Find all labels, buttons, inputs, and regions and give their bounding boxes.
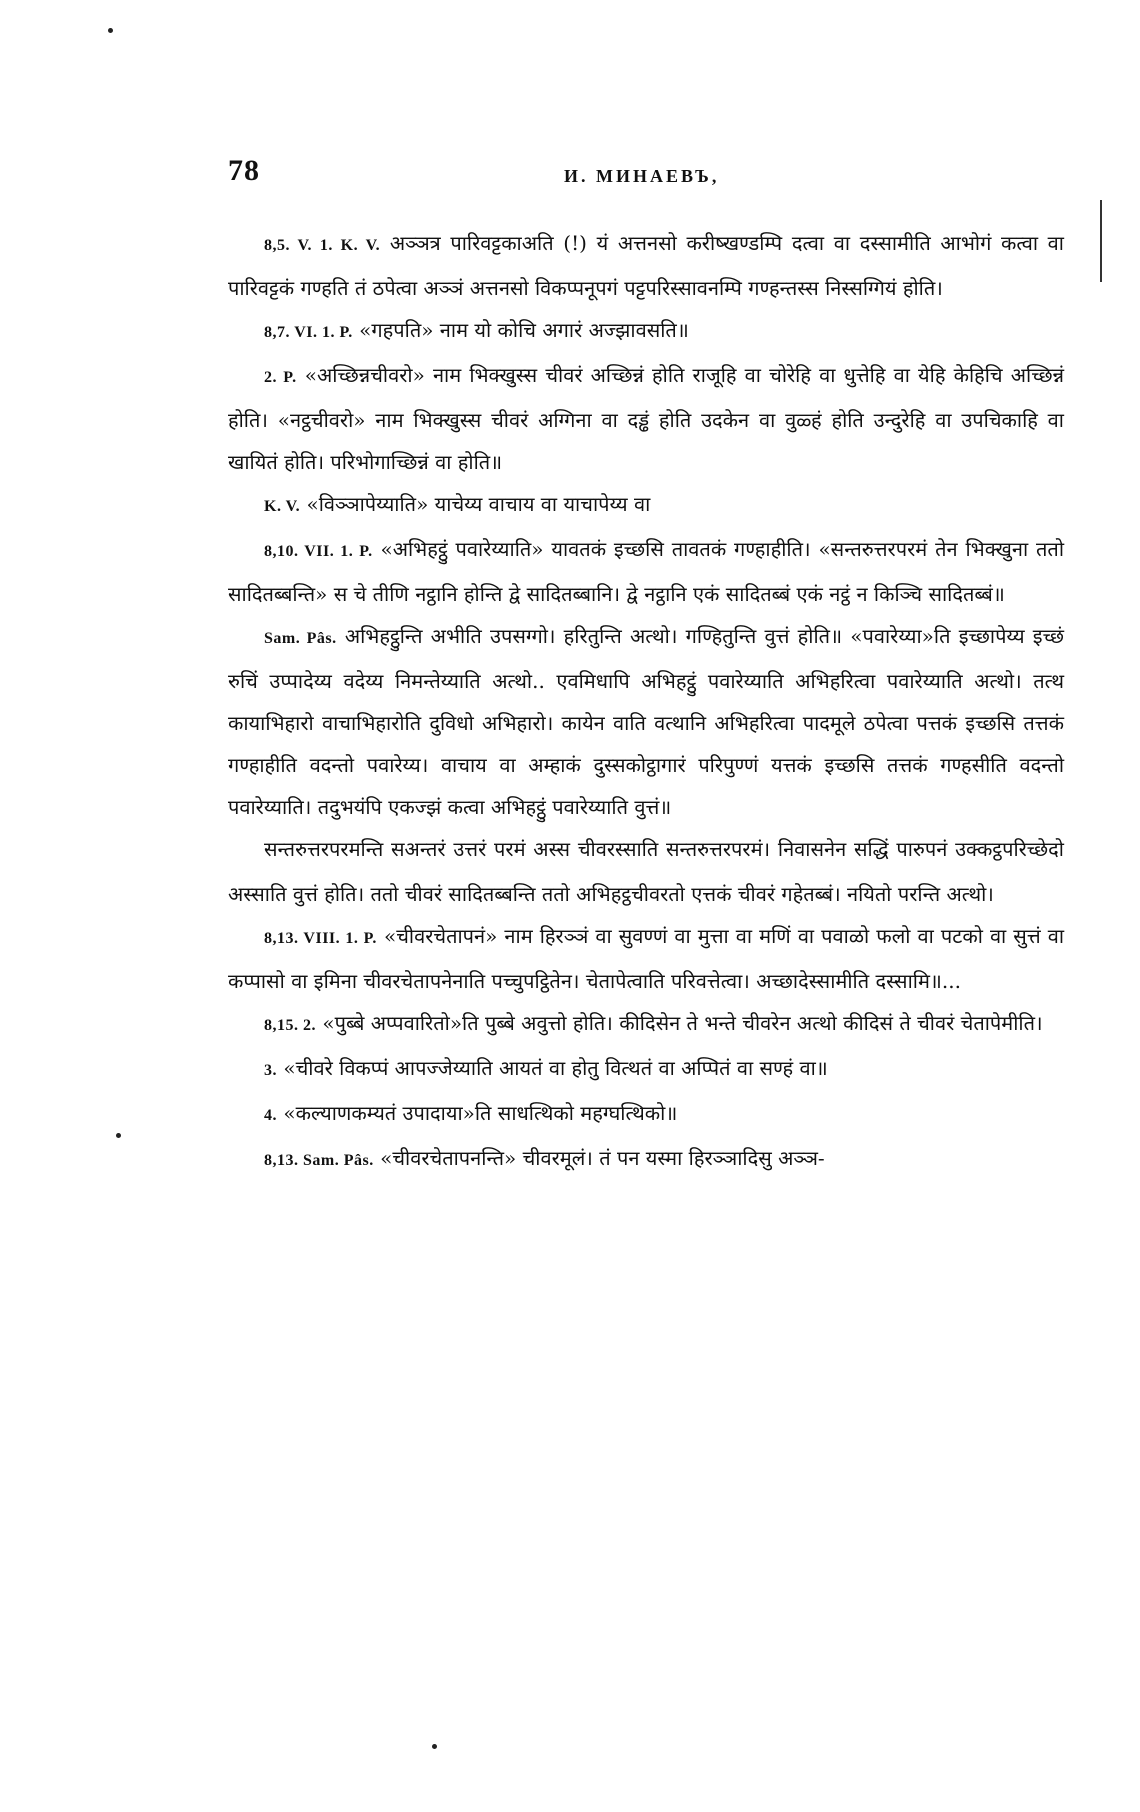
paragraph [228, 528, 1064, 615]
paragraph-text: «कल्याणकम्यतं उपादाया»ति साधत्थिको महग्घत्थिको॥ [283, 1101, 678, 1125]
paragraph-text: «पुब्बे अप्पवारितो»ति पुब्बे अवुत्तो होति। कीदिसेन ते भन्ते चीवरेन अत्थो कीदिसं ते चीवरं चेतापेमीति। [322, 1011, 1043, 1035]
paragraph-text: अञ्ञत्र पारिवट्टकाअति (!) यं अत्तनसो करीष्खण्डम्पि दत्वा वा दस्सामीति आभोगं कत्वा वा पारिवट्टकं गण्हति तं ठपेत्वा अञ्ञं अत्तनसो विकप्पनूपगं पट्टपरिस्सावनम्पि गण्हन्तस्स निस्सग्गियं होति। [228, 231, 1064, 300]
paragraph-text: «चीवरचेतापनन्ति» चीवरमूलं। तं पन यस्मा हिरञ्ञादिसु अञ्ञ- [380, 1146, 825, 1170]
paragraph [228, 222, 1064, 309]
paragraph [228, 1137, 1064, 1182]
paragraph-reference: 2. P. [264, 369, 297, 386]
paragraph-reference: 4. [264, 1107, 277, 1124]
paragraph-text: सन्तरुत्तरपरमन्ति सअन्तरं उत्तरं परमं अस्स चीवरस्साति सन्तरुत्तरपरमं। निवासनेन सद्धिं पारुपनं उक्कट्ठपरिच्छेदो अस्साति वुत्तं होति। ततो चीवरं सादितब्बन्ति ततो अभिहट्ठचीवरतो एत्तकं चीवरं गहेतब्बं। नयितो परन्ति अत्थो। [228, 837, 1064, 906]
print-speck [432, 1744, 437, 1749]
paragraph [228, 1047, 1064, 1092]
paragraph-text: «गहपति» नाम यो कोचि अगारं अज्झावसति॥ [359, 318, 689, 342]
paragraph-reference: 8,13. VIII. 1. P. [264, 930, 377, 947]
print-speck [116, 1133, 121, 1138]
paragraph-text: «चीवरे विकप्पं आपज्जेय्याति आयतं वा होतु वित्थतं वा अप्पितं वा सण्हं वा॥ [283, 1056, 828, 1080]
paragraph [228, 915, 1064, 1002]
binding-edge-line [1100, 200, 1102, 282]
paragraph [228, 615, 1064, 828]
paragraph-text: «अभिहट्ठुं पवारेय्याति» यावतकं इच्छसि तावतकं गण्हाहीति। «सन्तरुत्तरपरमं तेन भिक्खुना ततो सादितब्बन्ति» स चे तीणि नट्ठानि होन्ति द्वे सादितब्बानि। द्वे नट्ठानि एकं सादितब्बं एकं नट्ठं न किञ्चि सादितब्बं॥ [228, 537, 1065, 606]
paragraph-text: अभिहट्ठुन्ति अभीति उपसग्गो। हरितुन्ति अत्थो। गण्हितुन्ति वुत्तं होति॥ «पवारेय्या»ति इच्छापेय्य इच्छं रुचिं उप्पादेय्य वदेय्य निमन्तेय्याति अत्थो.. एवमिधापि अभिहट्ठुं पवारेय्याति अभिहरित्वा पवारेय्याति अत्थो। तत्थ कायाभिहारो वाचाभिहारोति दुविधो अभिहारो। कायेन वाति वत्थानि अभिहरित्वा पादमूले ठपेत्वा पत्तकं इच्छसि तत्तकं गण्हाहीति वदन्तो पवारेय्य। वाचाय वा अम्हाकं दुस्सकोट्ठागारं परिपुण्णं यत्तकं इच्छसि तत्तकं गण्हसीति वदन्तो पवारेय्याति। तदुभयंपि एकज्झं कत्वा अभिहट्ठुं पवारेय्याति वुत्तं॥ [228, 624, 1065, 819]
paragraph [228, 1002, 1064, 1047]
paragraph [228, 309, 1064, 354]
running-head: И. МИНАЕВЪ, [564, 166, 720, 186]
paragraph [228, 483, 1064, 528]
paragraph-reference: 8,10. VII. 1. P. [264, 543, 373, 560]
paragraph-text: «विञ्ञापेय्याति» याचेय्य वाचाय वा याचापेय्य वा [306, 492, 651, 516]
body-text [228, 222, 1064, 1182]
paragraph-reference: 8,13. Sam. Pâs. [264, 1152, 374, 1169]
page-number: 78 [228, 154, 260, 187]
paragraph-text: «चीवरचेतापनं» नाम हिरञ्ञं वा सुवण्णं वा मुत्ता वा मणिं वा पवाळो फलो वा पटको वा सुत्तं वा कप्पासो वा इमिना चीवरचेतापनेनाति पच्चुपट्ठितेन। चेतापेत्वाति परिवत्तेत्वा। अच्छादेस्सामीति दस्सामि॥... [228, 924, 1065, 993]
print-speck [108, 28, 113, 33]
paragraph-reference: 8,7. VI. 1. P. [264, 324, 353, 341]
paragraph-reference: Sam. Pâs. [264, 630, 337, 647]
paragraph-reference: 8,15. 2. [264, 1017, 316, 1034]
paragraph-reference: K. V. [264, 498, 301, 515]
paragraph [228, 1092, 1064, 1137]
paragraph-reference: 8,5. V. 1. K. V. [264, 237, 381, 254]
paragraph-reference: 3. [264, 1062, 277, 1079]
paragraph [228, 354, 1064, 483]
paragraph [228, 828, 1064, 915]
paragraph-text: «अच्छिन्नचीवरो» नाम भिक्खुस्स चीवरं अच्छिन्नं होति राजूहि वा चोरेहि वा धुत्तेहि वा येहि केहिचि अच्छिन्नं होति। «नट्ठचीवरो» नाम भिक्खुस्स चीवरं अग्गिना वा दड्ढं होति उदकेन वा वुळ्हं होति उन्दुरेहि वा उपचिकाहि वा खायितं होति। परिभोगाच्छिन्नं वा होति॥ [228, 363, 1065, 474]
